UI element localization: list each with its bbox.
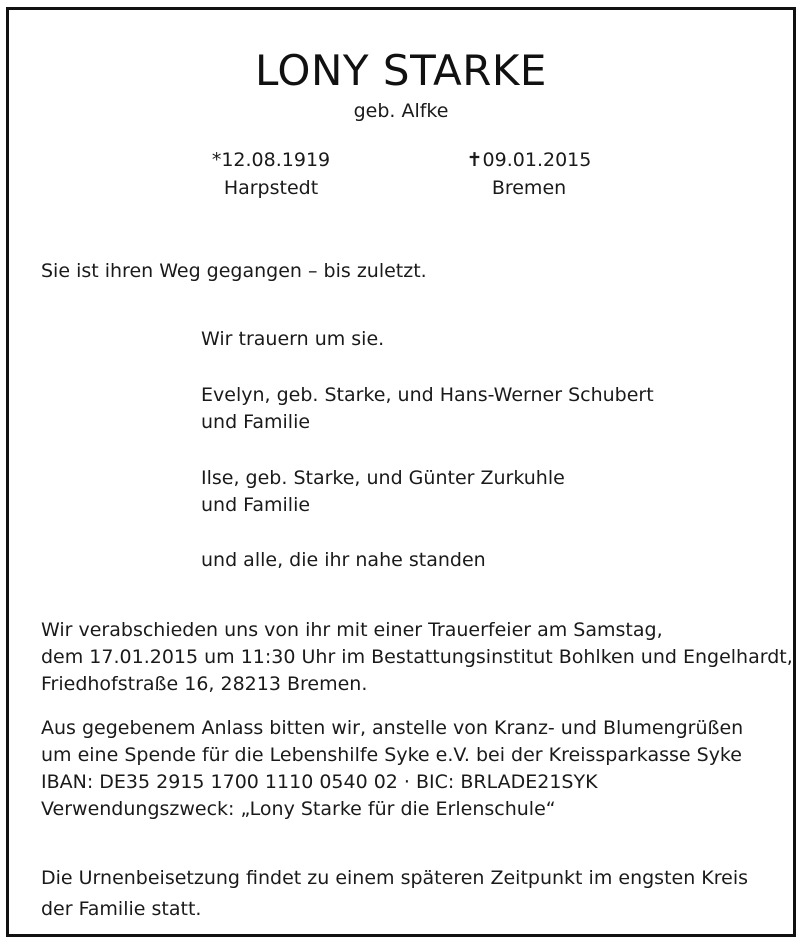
mourner-family-1-line: Evelyn, geb. Starke, und Hans-Werner Schubert — [201, 384, 654, 406]
mourning-intro: Wir trauern um sie. — [201, 328, 385, 350]
payment-reference: Verwendungszweck: „Lony Starke für die Erlenschule“ — [41, 798, 556, 820]
deceased-name: LONY STARKE — [255, 46, 547, 95]
service-line: Friedhofstraße 16, 28213 Bremen. — [41, 673, 368, 695]
mourner-family-2-line: und Familie — [201, 494, 311, 516]
death-date: ✝09.01.2015 — [466, 149, 592, 171]
bank-details: IBAN: DE35 2915 1700 1110 0540 02 · BIC: BRLADE21SYK — [41, 771, 598, 793]
donation-line: Aus gegebenem Anlass bitten wir, anstelle von Kranz- und Blumengrüßen — [41, 717, 744, 739]
burial-line: Die Urnenbeisetzung findet zu einem späteren Zeitpunkt im engsten Kreis — [41, 867, 749, 889]
mourner-others: und alle, die ihr nahe standen — [201, 549, 486, 571]
service-line: dem 17.01.2015 um 11:30 Uhr im Bestattungsinstitut Bohlken und Engelhardt, — [41, 646, 793, 668]
donation-line: um eine Spende für die Lebenshilfe Syke e.V. bei der Kreissparkasse Syke — [41, 744, 742, 766]
mourner-family-2-line: Ilse, geb. Starke, und Günter Zurkuhle — [201, 467, 565, 489]
death-place: Bremen — [491, 177, 567, 199]
burial-info — [41, 863, 748, 925]
mourner-family-1 — [201, 382, 654, 436]
mourner-family-2 — [201, 465, 565, 519]
birth-date: *12.08.1919 — [211, 149, 331, 171]
obituary-frame — [6, 7, 796, 937]
birth-name: geb. Alfke — [353, 100, 449, 122]
donation-request — [41, 715, 743, 823]
death-info — [419, 146, 639, 202]
funeral-service-info — [41, 617, 793, 698]
birth-info — [161, 146, 381, 202]
service-line: Wir verabschieden uns von ihr mit einer Trauerfeier am Samstag, — [41, 619, 663, 641]
birth-place: Harpstedt — [223, 177, 319, 199]
mourner-family-1-line: und Familie — [201, 411, 311, 433]
motto: Sie ist ihren Weg gegangen – bis zuletzt. — [41, 260, 427, 282]
burial-line: der Familie statt. — [41, 898, 202, 920]
